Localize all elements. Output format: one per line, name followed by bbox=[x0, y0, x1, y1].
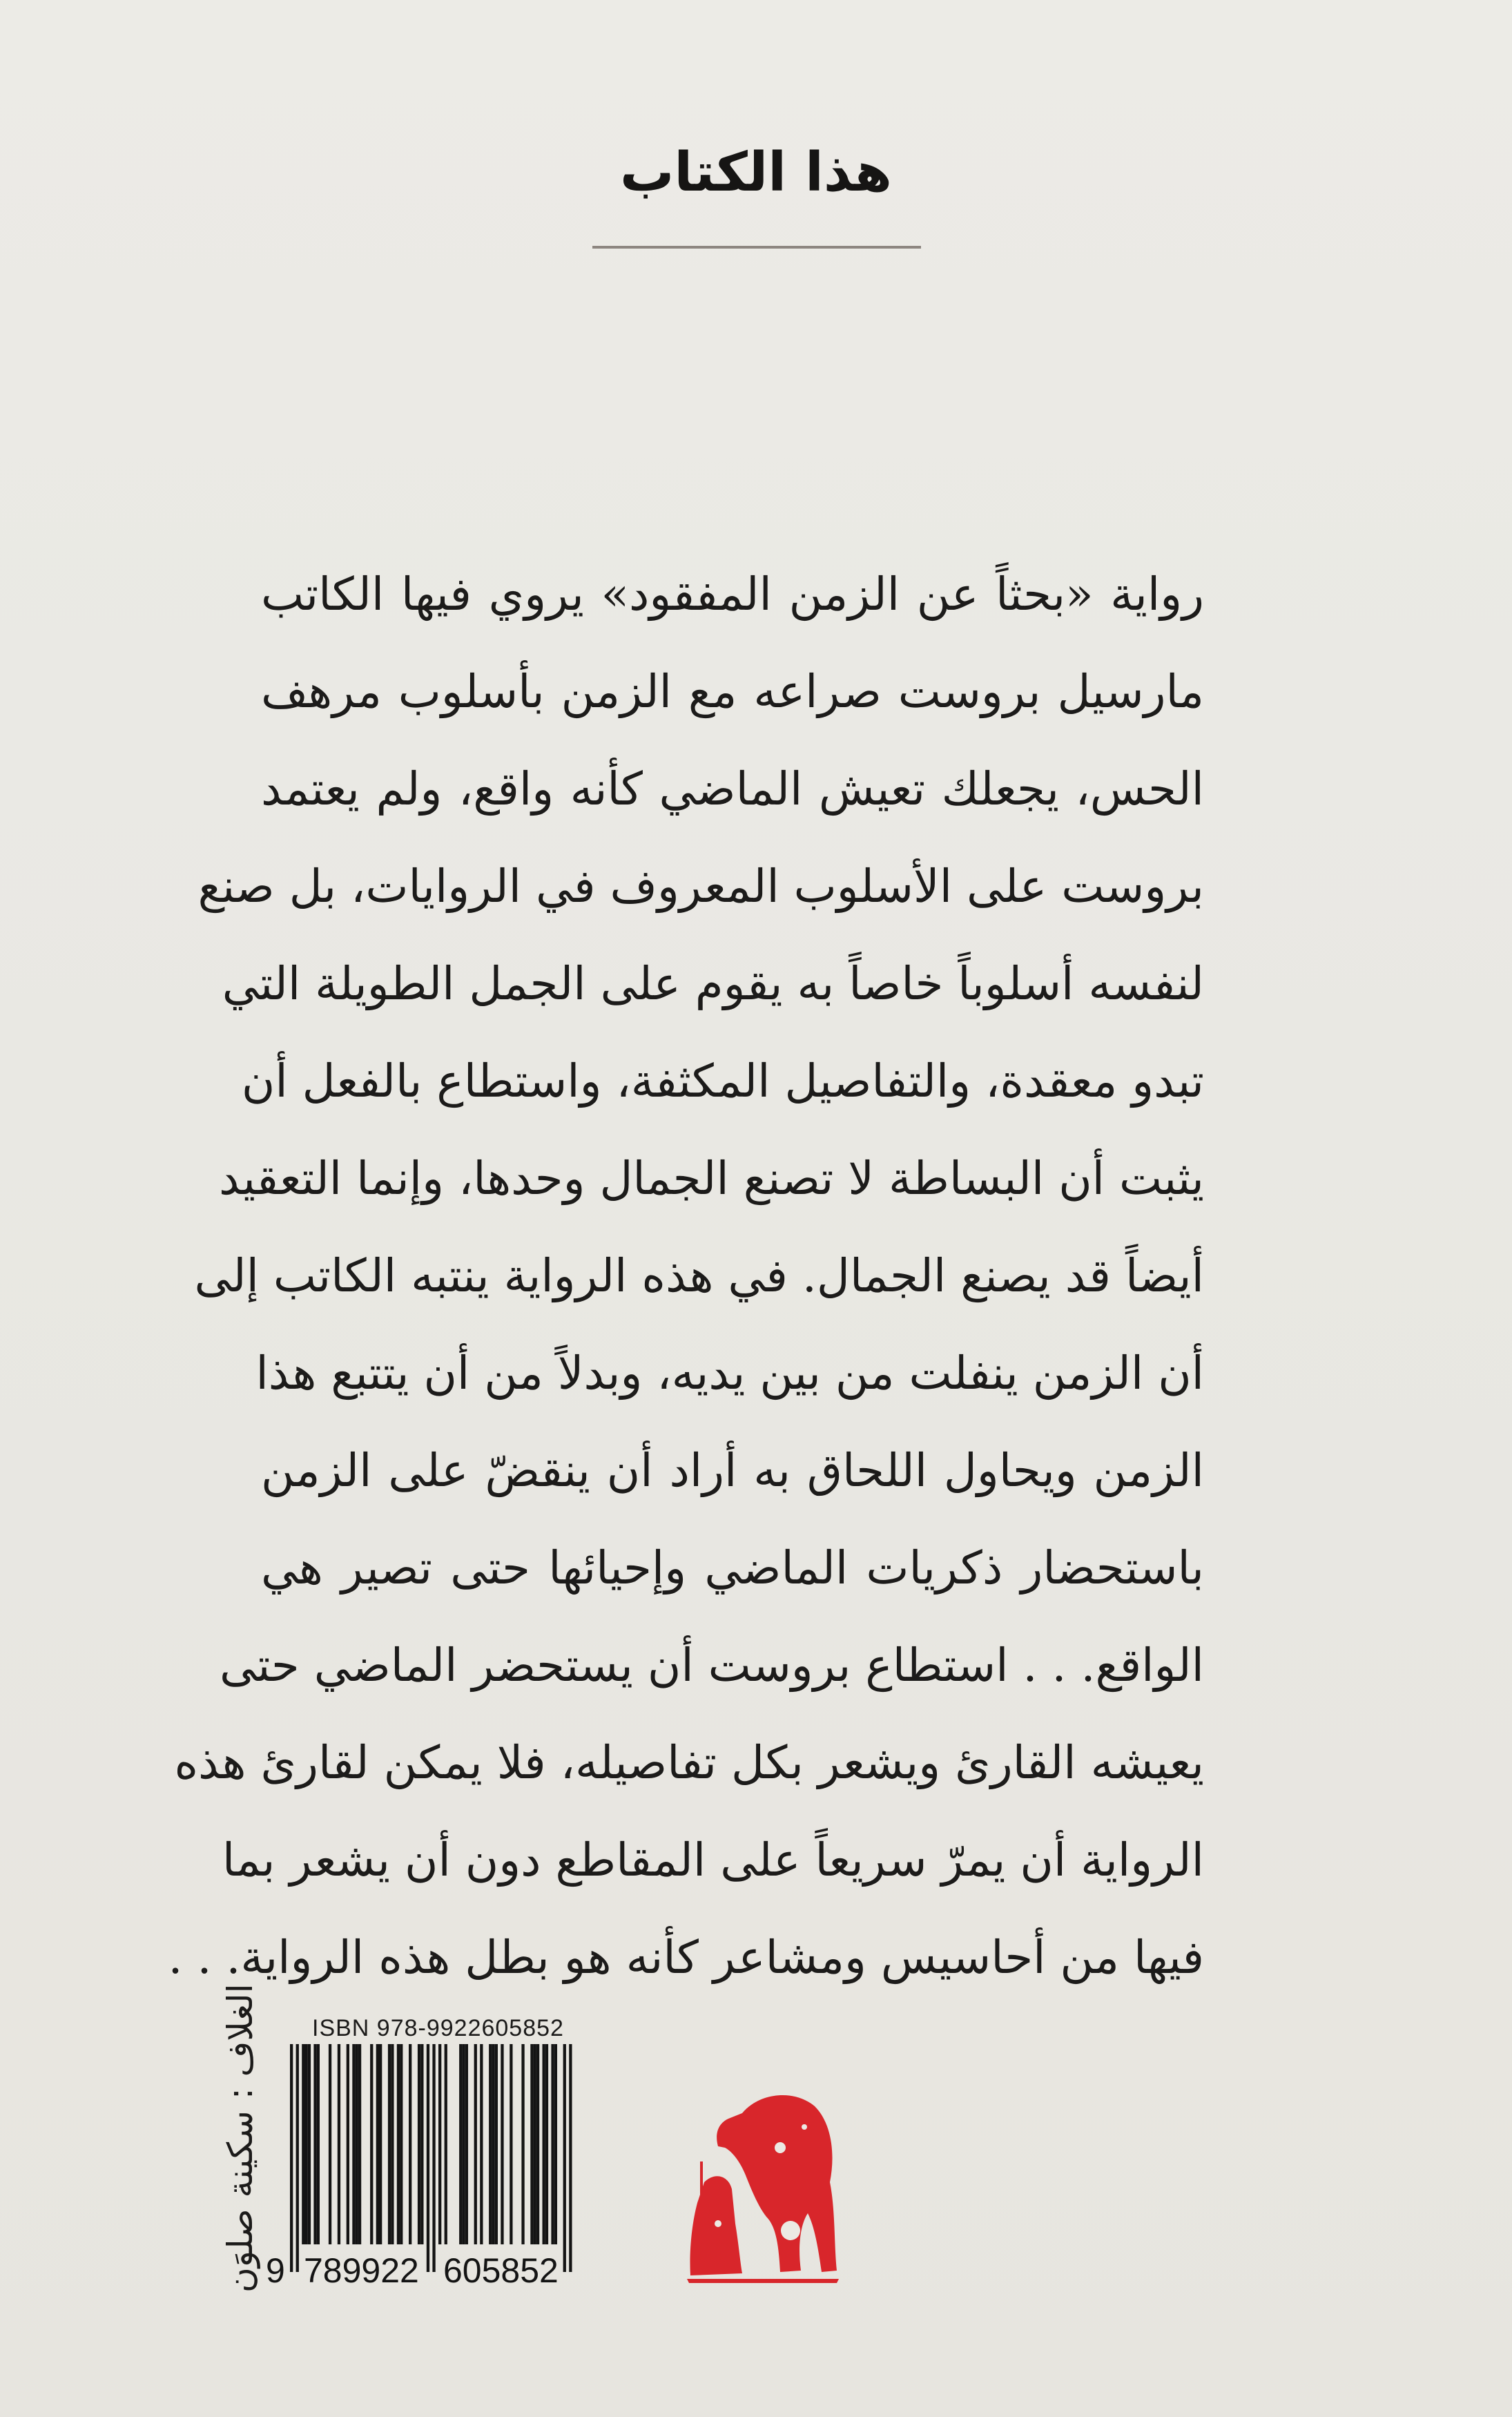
barcode-bar bbox=[534, 2044, 536, 2244]
blurb-line: لنفسه أسلوباً خاصاً به يقوم على الجمل الطويلة التي bbox=[222, 957, 1204, 1010]
barcode-bar bbox=[347, 2044, 349, 2244]
blurb-line: تبدو معقدة، والتفاصيل المكثفة، واستطاع بالفعل أن bbox=[241, 1055, 1204, 1108]
blurb-line: رواية «بحثاً عن الزمن المفقود» يروي فيها الكاتب bbox=[261, 568, 1204, 621]
barcode-bar bbox=[418, 2044, 420, 2244]
barcode-bar bbox=[501, 2044, 503, 2244]
blurb-line: مارسيل بروست صراعه مع الزمن بأسلوب مرهف bbox=[261, 665, 1204, 718]
blurb-line: الحس، يجعلك تعيش الماضي كأنه واقع، ولم يعتمد bbox=[261, 762, 1204, 816]
barcode-bar bbox=[400, 2044, 403, 2244]
blurb-line: الزمن ويحاول اللحاق به أراد أن ينقضّ على الزمن bbox=[261, 1444, 1204, 1497]
blurb-line: يعيشه القارئ ويشعر بكل تفاصيله، فلا يمكن لقارئ هذه bbox=[174, 1736, 1204, 1789]
barcode-bar bbox=[536, 2044, 539, 2244]
barcode-bar bbox=[510, 2044, 512, 2244]
barcode-bar bbox=[495, 2044, 498, 2244]
title-underline bbox=[592, 246, 921, 249]
blurb-line: فيها من أحاسيس ومشاعر كأنه هو بطل هذه الرواية. . . bbox=[168, 1931, 1204, 1984]
barcode-bar bbox=[445, 2044, 447, 2244]
barcode-bar bbox=[492, 2044, 494, 2244]
section-title: هذا الكتاب bbox=[620, 142, 892, 204]
barcode-digits: 605852 bbox=[443, 2251, 559, 2286]
barcode-bar bbox=[356, 2044, 358, 2244]
barcode-bar bbox=[462, 2044, 465, 2244]
barcode-bar bbox=[376, 2044, 379, 2244]
barcode-bar bbox=[438, 2044, 441, 2244]
barcode-bar bbox=[296, 2044, 299, 2272]
barcode-bar bbox=[370, 2044, 373, 2244]
barcode-bar bbox=[521, 2044, 524, 2244]
barcode-bar bbox=[420, 2044, 423, 2244]
barcode-bar bbox=[397, 2044, 400, 2244]
barcode-bar bbox=[432, 2044, 435, 2272]
barcode-bar bbox=[459, 2044, 462, 2244]
barcode-bar bbox=[317, 2044, 320, 2244]
blurb-line: أن الزمن ينفلت من بين يديه، وبدلاً من أن يتتبع هذا bbox=[255, 1347, 1204, 1400]
blurb-line: يثبت أن البساطة لا تصنع الجمال وحدها، وإنما التعقيد bbox=[219, 1152, 1204, 1205]
barcode-bar bbox=[379, 2044, 382, 2244]
blurb-line: الواقع. . . استطاع بروست أن يستحضر الماضي حتى bbox=[220, 1639, 1204, 1692]
barcode-bar bbox=[313, 2044, 316, 2244]
barcode-bar bbox=[474, 2044, 477, 2244]
barcode-bar bbox=[308, 2044, 311, 2244]
barcode-bar bbox=[480, 2044, 483, 2244]
barcode-bar bbox=[543, 2044, 545, 2244]
barcode-digits: 789922 bbox=[304, 2251, 419, 2286]
barcode-bar bbox=[554, 2044, 557, 2244]
barcode-bar bbox=[530, 2044, 533, 2244]
barcode-bar bbox=[563, 2044, 566, 2272]
barcode-bar bbox=[338, 2044, 340, 2244]
barcode-bar bbox=[427, 2044, 429, 2272]
barcode-bar bbox=[290, 2044, 293, 2272]
barcode-bar bbox=[569, 2044, 572, 2272]
barcode-bar bbox=[329, 2044, 331, 2244]
barcode-bar bbox=[489, 2044, 492, 2244]
blurb-text bbox=[168, 546, 1204, 2006]
blurb-line: بروست على الأسلوب المعروف في الروايات، بل صنع bbox=[197, 860, 1204, 913]
barcode-bar bbox=[305, 2044, 308, 2244]
isbn-barcode bbox=[262, 2044, 594, 2286]
blurb-line: باستحضار ذكريات الماضي وإحيائها حتى تصير هي bbox=[261, 1541, 1204, 1595]
barcode-bar bbox=[302, 2044, 304, 2244]
cover-credit: الغلاف : سكينة صلوَن bbox=[220, 1983, 260, 2293]
blurb-line: الرواية أن يمرّ سريعاً على المقاطع دون أن يشعر بما bbox=[222, 1833, 1204, 1887]
barcode-bar bbox=[352, 2044, 355, 2244]
barcode-bar bbox=[358, 2044, 361, 2244]
barcode-bar bbox=[391, 2044, 394, 2244]
barcode-bar bbox=[545, 2044, 548, 2244]
barcode-bar bbox=[551, 2044, 554, 2244]
barcode-bar bbox=[388, 2044, 391, 2244]
barcode-bar bbox=[409, 2044, 411, 2244]
blurb-line: أيضاً قد يصنع الجمال. في هذه الرواية ينتبه الكاتب إلى bbox=[194, 1249, 1204, 1302]
isbn-label: ISBN 978-9922605852 bbox=[312, 2015, 564, 2041]
publisher-logo-camel-icon bbox=[677, 2086, 842, 2286]
barcode-bar bbox=[465, 2044, 468, 2244]
barcode-digits: 9 bbox=[266, 2251, 285, 2286]
